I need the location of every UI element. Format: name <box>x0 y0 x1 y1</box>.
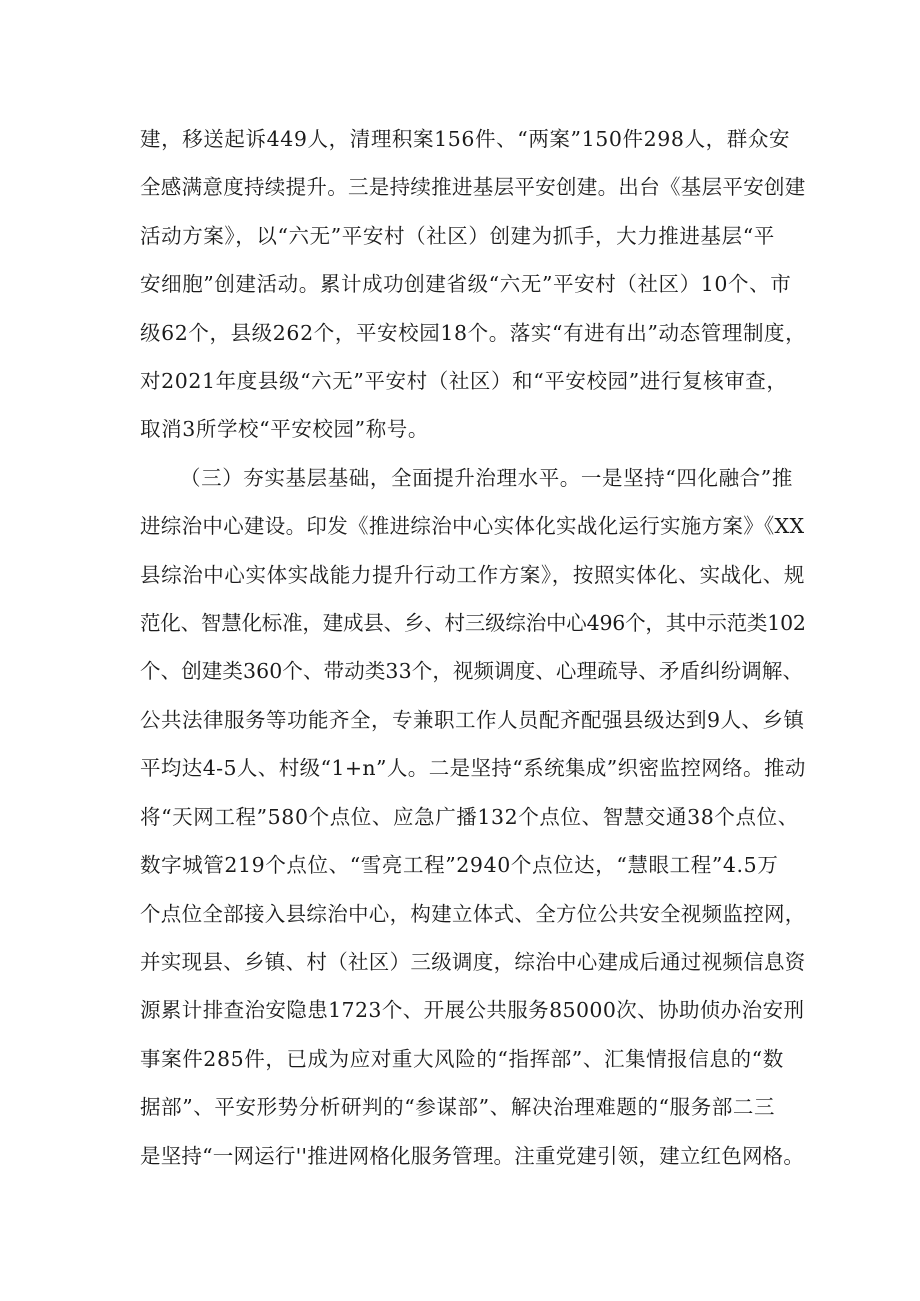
text-line-21: 据部”、平安形势分析研判的“参谋部”、解决治理难题的“服务部二三 <box>140 1095 776 1119</box>
text-line-10: 县综治中心实体实战能力提升行动工作方案》，按照实体化、实战化、规 <box>140 563 805 587</box>
text-line-19: 源累计排查治安隐患1723个、开展公共服务85000次、协助侦办治安刑 <box>140 998 805 1022</box>
text-line-16: 数字城管219个点位、“雪亮工程”2940个点位达，“慧眼工程”4.5万 <box>140 853 779 877</box>
text-line-2: 全感满意度持续提升。三是持续推进基层平安创建。出台《基层平安创建 <box>140 175 806 199</box>
text-line-17: 个点位全部接入县综治中心，构建立体式、全方位公共安全视频监控网， <box>140 902 806 926</box>
text-line-4: 安细胞”创建活动。累计成功创建省级“六无”平安村（社区）10个、市 <box>140 272 792 296</box>
text-line-5: 级62个，县级262个，平安校园18个。落实“有进有出”动态管理制度， <box>140 321 807 345</box>
text-line-1: 建，移送起诉449人，清理积案156件、“两案”150件298人，群众安 <box>140 127 791 151</box>
text-line-9: 进综治中心建设。印发《推进综治中心实体化实战化运行实施方案》《XX <box>140 514 805 538</box>
text-line-13: 公共法律服务等功能齐全，专兼职工作人员配齐配强县级达到9人、乡镇 <box>140 708 805 732</box>
text-line-6: 对2021年度县级“六无”平安村（社区）和“平安校园”进行复核审查， <box>140 369 788 393</box>
text-line-11: 范化、智慧化标准，建成县、乡、村三级综治中心496个，其中示范类102 <box>140 611 806 635</box>
text-line-20: 事案件285件，已成为应对重大风险的“指挥部”、汇集情报信息的“数 <box>140 1047 784 1071</box>
section-heading-line: （三）夯实基层基础，全面提升治理水平。一是坚持“四化融合”推 <box>180 466 793 490</box>
text-line-22: 是坚持“一网运行''推进网格化服务管理。注重党建引领，建立红色网格。 <box>140 1144 805 1168</box>
text-line-12: 个、创建类360个、带动类33个，视频调度、心理疏导、矛盾纠纷调解、 <box>140 659 804 683</box>
text-line-18: 并实现县、乡镇、村（社区）三级调度，综治中心建成后通过视频信息资 <box>140 950 806 974</box>
text-line-15: 将“天网工程”580个点位、应急广播132个点位、智慧交通38个点位、 <box>140 805 799 829</box>
text-line-3: 活动方案》，以“六无”平安村（社区）创建为抓手，大力推进基层“平 <box>140 224 775 248</box>
text-line-14: 平均达4-5人、村级“1+n”人。二是坚持“系统集成”织密监控网络。推动 <box>140 756 806 780</box>
text-line-7: 取消3所学校“平安校园”称号。 <box>140 417 430 441</box>
